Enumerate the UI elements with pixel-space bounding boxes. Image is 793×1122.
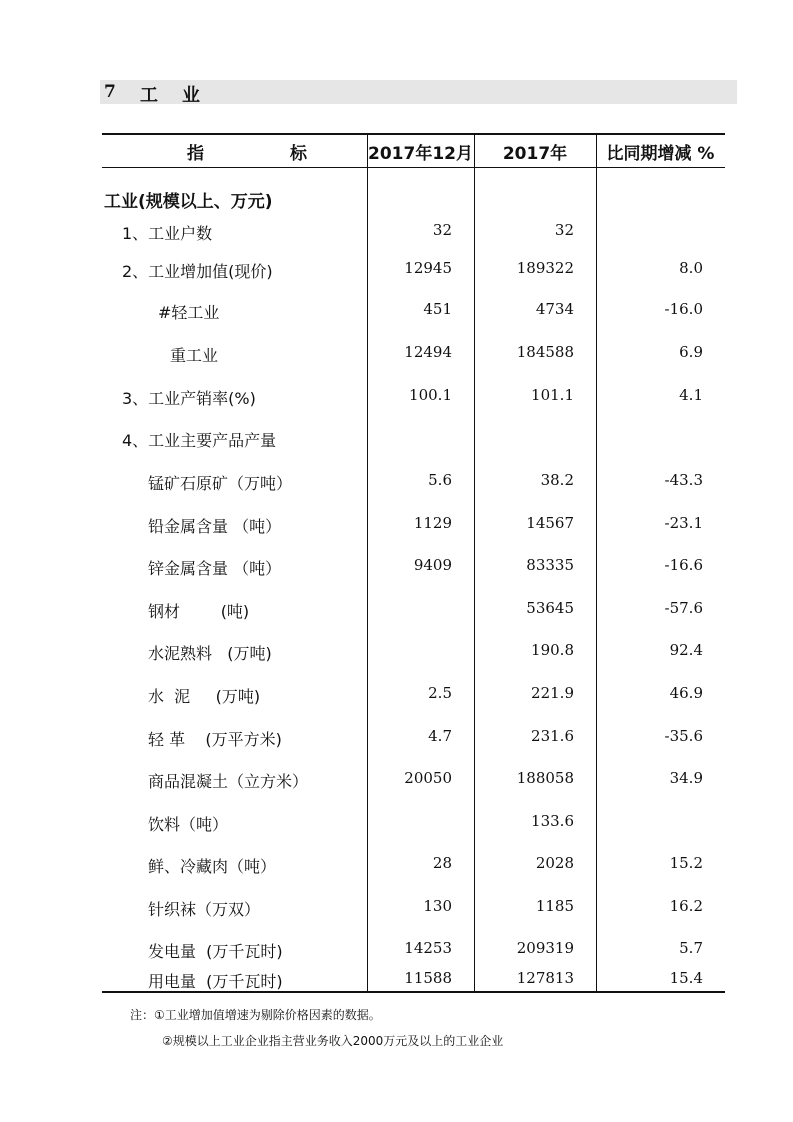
table-row: 商品混凝土（立方米） 20050 188058 34.9 bbox=[148, 769, 703, 791]
section-number: 7 bbox=[104, 82, 116, 102]
table-row: 钢材 (吨) 53645 -57.6 bbox=[148, 599, 703, 621]
table-row: 鲜、冷藏肉（吨） 28 2028 15.2 bbox=[148, 854, 703, 876]
header-year: 2017年 bbox=[502, 144, 568, 164]
table-row: 重工业 12494 184588 6.9 bbox=[170, 343, 703, 365]
section-header bbox=[100, 80, 737, 104]
footnote-1: 注：①工业增加值增速为剔除价格因素的数据。 bbox=[130, 1008, 381, 1022]
table-row: 饮料（吨） 133.6 bbox=[148, 812, 574, 834]
section-title: 工业 bbox=[140, 85, 224, 106]
header-month: 2017年12月 bbox=[368, 144, 473, 164]
table-row: 水 泥 (万吨) 2.5 221.9 46.9 bbox=[148, 684, 703, 706]
table-row: 1、工业户数 32 32 bbox=[122, 221, 574, 243]
table-row: 3、工业产销率(%) 100.1 101.1 4.1 bbox=[122, 386, 703, 408]
industry-table: 指 标 2017年12月 2017年 比同期增减 % 工业(规模以上、万元) 1、工业户数 32 32 2、工业增加值(现价) 12945 189322 8.0 #轻工业 451 4734 -16.0 重工业 12494 184588 6.9 3、工业产销率(%) 100.1 101.1 4.1 4、工业主要产品产量 锰矿石原矿（万吨） 5.6 38.2 -43.3 铅金属含量 （吨） 1129 14567 -23.1 锌金属含量 （吨） 9409 83335 -16.6 钢材 (吨) 53645 -57.6 水泥熟料 (万吨) 190.8 92.4 水 泥 (万吨) 2.5 221.9 46.9 轻 革 (万平方米) 4.7 231.6 -35.6 商品混凝土（立方米） 20050 188058 34.9 饮料（吨） 133.6 鲜、冷藏肉（吨） 28 2028 15.2 针织袜（万双） 130 1185 16.2 发电量 (万千瓦时) 14253 209319 5.7 用电量 (万千瓦时) 11588 127813 15.4 bbox=[102, 133, 725, 993]
table-row: 用电量 (万千瓦时) 11588 127813 15.4 bbox=[148, 969, 703, 991]
footnotes bbox=[130, 1002, 503, 1054]
table-row: 锌金属含量 （吨） 9409 83335 -16.6 bbox=[148, 556, 703, 578]
category-label: 工业(规模以上、万元) bbox=[104, 192, 273, 212]
table-top-rule bbox=[102, 133, 725, 135]
table-header-rule bbox=[102, 167, 725, 168]
footnote-2: ②规模以上工业企业指主营业务收入2000万元及以上的工业企业 bbox=[162, 1034, 504, 1048]
header-change: 比同期增减 % bbox=[606, 144, 715, 164]
category-row bbox=[102, 187, 725, 211]
table-row: 发电量 (万千瓦时) 14253 209319 5.7 bbox=[148, 939, 703, 961]
table-row: 铅金属含量 （吨） 1129 14567 -23.1 bbox=[148, 514, 703, 536]
table-row: 针织袜（万双） 130 1185 16.2 bbox=[148, 897, 703, 919]
table-row: 4、工业主要产品产量 bbox=[122, 431, 277, 450]
table-row: #轻工业 451 4734 -16.0 bbox=[158, 300, 703, 322]
table-row: 2、工业增加值(现价) 12945 189322 8.0 bbox=[122, 259, 703, 281]
table-row: 锰矿石原矿（万吨） 5.6 38.2 -43.3 bbox=[148, 471, 703, 493]
table-row: 水泥熟料 (万吨) 190.8 92.4 bbox=[148, 641, 703, 663]
table-row: 轻 革 (万平方米) 4.7 231.6 -35.6 bbox=[148, 727, 703, 749]
